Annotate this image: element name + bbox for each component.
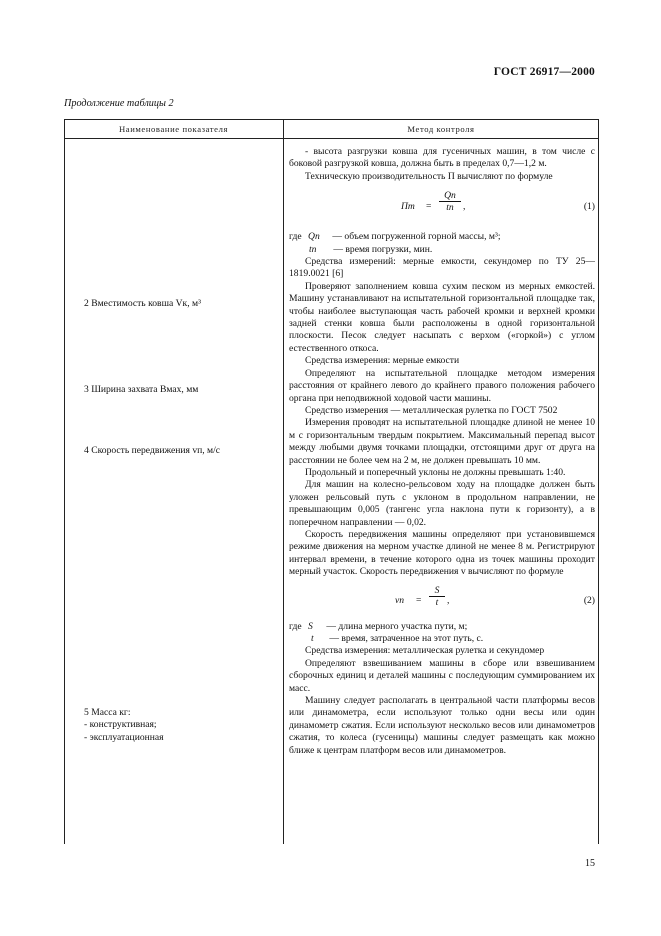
method-paragraph: Продольный и поперечный уклоны не должны превышать 1:40. [305, 466, 566, 478]
column-header-method: Метод контроля [407, 124, 475, 134]
method-paragraph: Техническую производительность П вычисляют по формуле [305, 170, 553, 182]
formula-denominator: t [435, 596, 439, 608]
formula-fraction [429, 585, 445, 608]
method-paragraph: Средства измерения: металлическая рулетка и секундомер [305, 645, 545, 657]
formula-speed [289, 585, 595, 617]
table-left-border [64, 119, 65, 844]
formula-number: (2) [583, 594, 595, 606]
table-column-divider [283, 119, 284, 844]
method-paragraph: Машину следует располагать в центральной части платформы весов или динамометра, если используют только одни весы или один динамометр сжатия. Если используют несколько весов или динамометров сжатия, то колеса (гусеницы) машины следует размещать как можно ближе к центрам платформ весов или динамометров. [289, 695, 595, 756]
indicator-bucket-capacity: 2 Вместимость ковша Vк, м³ [84, 298, 201, 309]
method-paragraph: Измерения проводят на испытательной площадке длиной не менее 10 м с горизонтальным твердым покрытием. Максимальный перепад высот между любыми двумя точками площадки, отстоящими друг от друга на расстоянии не более чем на 2 м, не должен превышать 10 мм. [289, 417, 595, 466]
method-paragraph: Для машин на колесно-рельсовом ходу на площадке должен быть уложен рельсовый путь с уклоном в продольном направлении, не превышающим 0,005 (тангенс угла наклона пути к горизонту), а в поперечном направлении — 0,02. [289, 479, 595, 528]
legend-line [289, 621, 595, 633]
method-paragraph: Средство измерения — металлическая рулетка по ГОСТ 7502 [305, 404, 558, 416]
method-paragraph: Проверяют заполнением ковша сухим песком из мерных емкостей. Машину устанавливают на испытательной горизонтальной площадке так, чтобы наиболее выступающая часть рабочей кромки и верхней кромки задней стенки ковша были расположены в одной горизонтальной плоскости. Песок следует насыпать с верхом («горкой») с углом естественного откоса. [289, 280, 595, 354]
formula-numerator: S [429, 585, 445, 597]
method-paragraph: Определяют взвешиванием машины в сборе или взвешиванием сборочных единиц и деталей машины с последующим суммированием их масс. [289, 657, 595, 694]
standard-number: ГОСТ 26917—2000 [493, 66, 595, 78]
formula-equals: = [426, 201, 432, 213]
indicator-travel-speed: 4 Скорость передвижения vп, м/с [84, 445, 221, 456]
formula-numerator: Qп [439, 190, 461, 202]
formula-denominator: tп [446, 202, 454, 214]
legend-line [289, 231, 595, 243]
method-paragraph: - высота разгрузки ковша для гусеничных машин, в том числе с боковой разгрузкой ковша, должна быть в пределах 0,7—1,2 м. [289, 146, 595, 170]
table-right-border [598, 119, 599, 844]
indicator-mass-operational: - эксплуатационная [84, 731, 164, 743]
legend-symbol: S [308, 620, 313, 632]
legend-prefix: где [289, 620, 302, 632]
legend-prefix: где [289, 231, 302, 243]
legend-symbol: tп [309, 243, 317, 255]
legend-line [289, 244, 595, 256]
formula-comma: , [463, 201, 466, 213]
table-header-divider [64, 138, 599, 139]
method-paragraph: Средства измерения: мерные емкости [305, 355, 460, 367]
formula-legend [289, 621, 595, 646]
method-paragraph: Скорость передвижения машины определяют при установившемся режиме движения на мерном участке длиной не менее 8 м. Регистрируют интервал времени, в течение которого одна из точек машины проходит мерный участок. Скорость передвижения v вычисляют по формуле [289, 528, 595, 578]
indicator-mass-design: - конструктивная; [84, 719, 157, 731]
formula-legend [289, 231, 595, 256]
table-continuation-caption: Продолжение таблицы 2 [64, 98, 174, 109]
formula-fraction [439, 190, 461, 213]
formula-equals: = [416, 594, 422, 606]
indicator-mass-title: 5 Масса кг: [84, 707, 131, 718]
legend-text: — время, затраченное на этот путь, с. [329, 633, 484, 644]
formula-lhs: Пт [401, 201, 415, 213]
page-number: 15 [585, 857, 595, 869]
method-column [289, 146, 595, 757]
formula-number: (1) [583, 201, 595, 213]
indicator-grab-width: 3 Ширина захвата Bмах, мм [84, 384, 199, 395]
legend-symbol: Qп [308, 231, 320, 243]
column-header-indicator: Наименование показателя [118, 124, 229, 134]
legend-symbol: t [311, 633, 314, 644]
indicator-mass [84, 707, 264, 744]
method-paragraph: Средства измерений: мерные емкости, секундомер по ТУ 25—1819.0021 [6] [289, 256, 595, 280]
legend-text: — время погрузки, мин. [333, 243, 433, 255]
table-top-border [64, 119, 599, 120]
legend-line [289, 633, 595, 645]
formula-comma: , [447, 594, 450, 606]
legend-text: — объем погруженной горной массы, м³; [332, 231, 501, 243]
method-paragraph: Определяют на испытательной площадке методом измерения расстояния от крайнего левого до крайнего правого положения рабочего органа при неподвижной ходовой части машины. [289, 367, 595, 404]
legend-text: — длина мерного участка пути, м; [326, 620, 468, 632]
formula-lhs: vп [395, 594, 405, 606]
formula-productivity [289, 189, 595, 225]
